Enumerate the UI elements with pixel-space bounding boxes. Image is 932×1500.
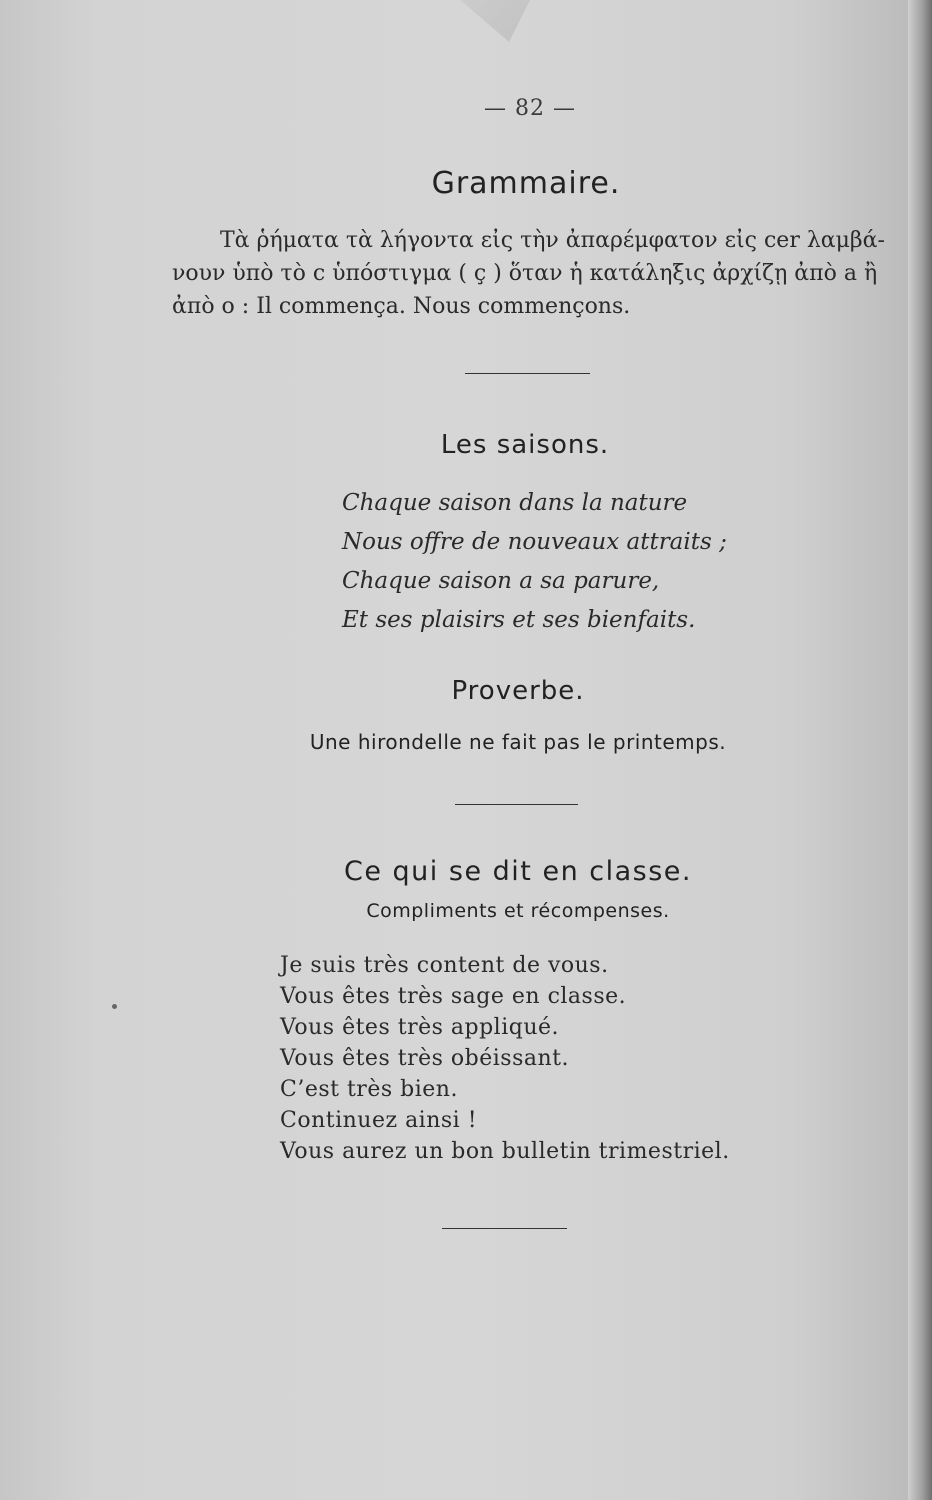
grammar-paragraph: [172, 224, 892, 323]
poem-line: Et ses plaisirs et ses bienfaits.: [342, 607, 696, 633]
page-number: — 82 —: [484, 96, 576, 121]
grammar-line: ἀπὸ o : Il commença. Nous commençons.: [172, 294, 631, 319]
paper-speck: [112, 1004, 117, 1009]
grammar-line: Τὰ ῥήματα τὰ λήγοντα εἰς τὴν ἀπαρέμφατον εἰς cer λαμβά-: [220, 228, 885, 253]
poem-line: Chaque saison dans la nature: [342, 490, 688, 516]
grammar-line: νουν ὑπὸ τὸ c ὑπόστιγμα ( ç ) ὅταν ἡ κατάληξις ἀρχίζῃ ἀπὸ a ἢ: [172, 261, 878, 286]
classroom-phrases: [280, 950, 780, 1167]
torn-paper-mark: [460, 0, 530, 42]
phrase-line: Vous êtes très obéissant.: [280, 1046, 569, 1071]
seasons-poem: [342, 484, 802, 640]
grammar-heading: Grammaire.: [431, 166, 621, 201]
phrase-line: Continuez ainsi !: [280, 1108, 478, 1133]
phrase-line: Vous êtes très sage en classe.: [280, 984, 627, 1009]
section-divider: [455, 804, 578, 805]
proverb-heading: Proverbe.: [451, 676, 585, 706]
proverb-text: Une hirondelle ne fait pas le printemps.: [309, 730, 727, 754]
section-divider: [442, 1228, 567, 1229]
classroom-subheading: Compliments et récompenses.: [366, 900, 670, 922]
section-divider: [465, 373, 590, 374]
classroom-heading: Ce qui se dit en classe.: [344, 856, 692, 887]
poem-line: Nous offre de nouveaux attraits ;: [342, 529, 727, 555]
phrase-line: C’est très bien.: [280, 1077, 458, 1102]
seasons-heading: Les saisons.: [440, 430, 610, 460]
phrase-line: Je suis très content de vous.: [280, 953, 609, 978]
poem-line: Chaque saison a sa parure,: [342, 568, 660, 594]
phrase-line: Vous êtes très appliqué.: [280, 1015, 560, 1040]
phrase-line: Vous aurez un bon bulletin trimestriel.: [280, 1139, 730, 1164]
